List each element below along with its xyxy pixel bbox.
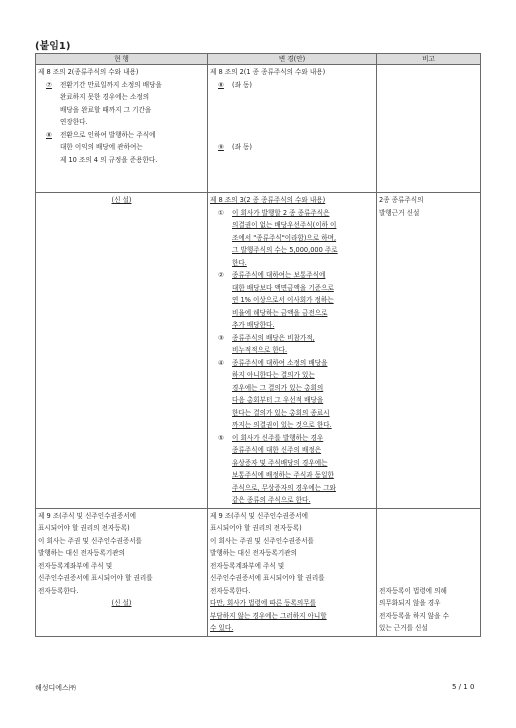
list-item <box>210 141 374 154</box>
list-item <box>38 79 205 129</box>
row3-note-cell <box>377 508 481 636</box>
item-line: 이 회사가 신주를 발행하는 경우 <box>232 433 324 442</box>
list-item <box>210 357 374 432</box>
item-line: 조에서 "종류주식"이라함)으로 하며, <box>232 233 337 242</box>
item-line: 그 발행주식의 수는 5,000,000 주로 <box>232 246 338 254</box>
item-mark: ③ <box>218 333 224 342</box>
text-line: 이 회사는 주권 및 신주인수권증서를 <box>210 536 314 545</box>
added-line: 부담하지 않는 경우에는 그러하지 아니할 <box>210 611 327 620</box>
text-line: 이 회사는 주권 및 신주인수권증서를 <box>38 536 142 545</box>
item-line: 연 1% 이상으로서 이사회가 정하는 <box>232 296 334 304</box>
footer-page-number: 5 / 1 0 <box>452 683 475 691</box>
note-line: 발행근거 신설 <box>379 208 420 217</box>
item-line: 한다. <box>232 258 247 267</box>
text-line: 발행하는 대신 전자등록기관의 <box>210 549 297 557</box>
note-line: 있는 근거를 신설 <box>379 624 428 632</box>
row2-current-cell <box>36 193 208 509</box>
text-line: 전자등록한다. <box>210 586 251 595</box>
item-line: 제 10 조의 4 의 규정을 준용한다. <box>60 155 158 164</box>
article-title: 제 8 조의 2(1 종 종류주식의 수와 내용) <box>210 68 326 76</box>
item-line: 대한 배당보다 액면금액을 기준으로 <box>232 283 334 292</box>
row3-revised-cell <box>208 508 377 636</box>
item-line: 비누적적으로 한다. <box>232 346 288 354</box>
item-mark: ⑤ <box>218 433 224 442</box>
table-row <box>36 193 481 509</box>
item-line: 전환기간 만료일까지 소정의 배당을 <box>60 80 162 89</box>
item-line: 보통주식에 배정하는 주식과 동일한 <box>232 471 334 479</box>
note-line: 전자등록이 법령에 의해 <box>379 586 447 595</box>
note-line: 의무화되지 않을 경우 <box>379 599 441 607</box>
header-note: 비고 <box>377 54 481 65</box>
row1-note-cell <box>377 65 481 193</box>
item-line: (좌 동) <box>232 143 252 151</box>
item-mark: ⑨ <box>218 143 224 151</box>
item-line: 까지는 의결권이 있는 것으로 한다. <box>232 421 332 429</box>
item-line: 유상증자 및 주식배당의 경우에는 <box>232 458 328 467</box>
item-line: 하지 아니한다는 결의가 있는 <box>232 371 315 379</box>
item-line: 추가 배당한다. <box>232 321 275 329</box>
item-line: 이 회사가 발행할 2 종 종류주식은 <box>232 208 330 217</box>
table-row <box>36 508 481 636</box>
text-line: 발행하는 대신 전자등록기관의 <box>38 549 125 557</box>
item-mark: ① <box>218 208 224 217</box>
text-line: 표시되어야 할 권리의 전자등록) <box>210 524 302 532</box>
text-line: 제 9 조(주식 및 신주인수권증서에 <box>210 511 308 520</box>
new-provision-label: (신 설) <box>111 599 132 607</box>
item-line: 종류주식에 대하여는 보통주식에 <box>232 271 326 279</box>
table-row <box>36 65 481 193</box>
item-line: 같은 종류의 주식으로 한다. <box>232 496 311 504</box>
list-item <box>210 207 374 270</box>
row3-current-cell <box>36 508 208 636</box>
text-line: 제 9 조(주식 및 신주인수권증서에 <box>38 511 136 520</box>
item-mark: ④ <box>218 358 224 367</box>
item-line: 한다는 결의가 있는 총회의 종료시 <box>232 408 330 417</box>
text-line: 전자등록계좌부에 주식 및 <box>38 561 113 570</box>
text-line: 전자등록한다. <box>38 586 79 595</box>
row2-revised-cell <box>208 193 377 509</box>
item-line: 종류주식의 배당은 비참가적, <box>232 333 315 342</box>
list-item <box>210 269 374 332</box>
article-title: 제 8 조의 3(2 종 종류주식의 수와 내용) <box>210 196 326 204</box>
item-line: 비율에 해당하는 금액을 금전으로 <box>232 308 328 317</box>
text-line: 전자등록계좌부에 주식 및 <box>210 561 285 570</box>
item-line: (좌 동) <box>232 80 252 89</box>
new-provision-label: (신 설) <box>111 196 132 204</box>
list-item <box>210 332 374 357</box>
added-line: 다만, 회사가 법령에 따른 등록의무를 <box>210 599 317 607</box>
item-line: 대한 이익의 배당에 관하여는 <box>60 143 143 151</box>
item-line: 전환으로 인하여 발행하는 주식에 <box>60 130 156 139</box>
note-line: 전자등록을 하지 않을 수 <box>379 611 449 620</box>
list-item <box>210 432 374 507</box>
text-line: 신주인수권증서에 표시되어야 할 권리를 <box>38 574 153 582</box>
item-line: 배당을 완료할 때까지 그 기간을 <box>60 105 152 114</box>
comparison-table <box>35 53 481 637</box>
item-line: 다음 총회부터 그 우선적 배당을 <box>232 396 324 404</box>
text-line: 표시되어야 할 권리의 전자등록) <box>38 524 130 532</box>
item-mark: ⑧ <box>218 80 224 89</box>
item-line: 연장한다. <box>60 118 88 126</box>
added-line: 수 있다. <box>210 624 234 632</box>
row2-note-cell <box>377 193 481 509</box>
list-item <box>210 79 374 92</box>
list-item <box>38 129 205 167</box>
attachment-title: (붙임1) <box>35 41 71 52</box>
article-title: 제 8 조의 2(종류주식의 수와 내용) <box>38 68 139 76</box>
item-mark: ② <box>218 271 224 279</box>
footer-company: 해성디에스㈜ <box>35 684 76 692</box>
row1-revised-cell <box>208 65 377 193</box>
item-line: 의결권이 없는 배당우선주식(이하 이 <box>232 221 337 229</box>
item-line: 경우에는 그 결의가 있는 총회의 <box>232 383 324 392</box>
row1-current-cell <box>36 65 208 193</box>
item-line: 주식으로, 무상증자의 경우에는 그와 <box>232 483 336 492</box>
table-header-row <box>36 54 481 65</box>
item-line: 종류주식에 대한 신주의 배정은 <box>232 446 322 454</box>
header-current: 현 행 <box>36 54 208 65</box>
text-line: 신주인수권증서에 표시되어야 할 권리를 <box>210 574 325 582</box>
item-mark: ⑦ <box>46 80 52 89</box>
header-revised: 변 경(안) <box>208 54 377 65</box>
note-line: 2종 종류주식의 <box>379 196 424 204</box>
item-mark: ⑧ <box>46 130 52 139</box>
item-line: 완료하지 못한 경우에는 소정의 <box>60 93 150 101</box>
item-line: 종류주식에 대하여 소정의 배당을 <box>232 358 328 367</box>
